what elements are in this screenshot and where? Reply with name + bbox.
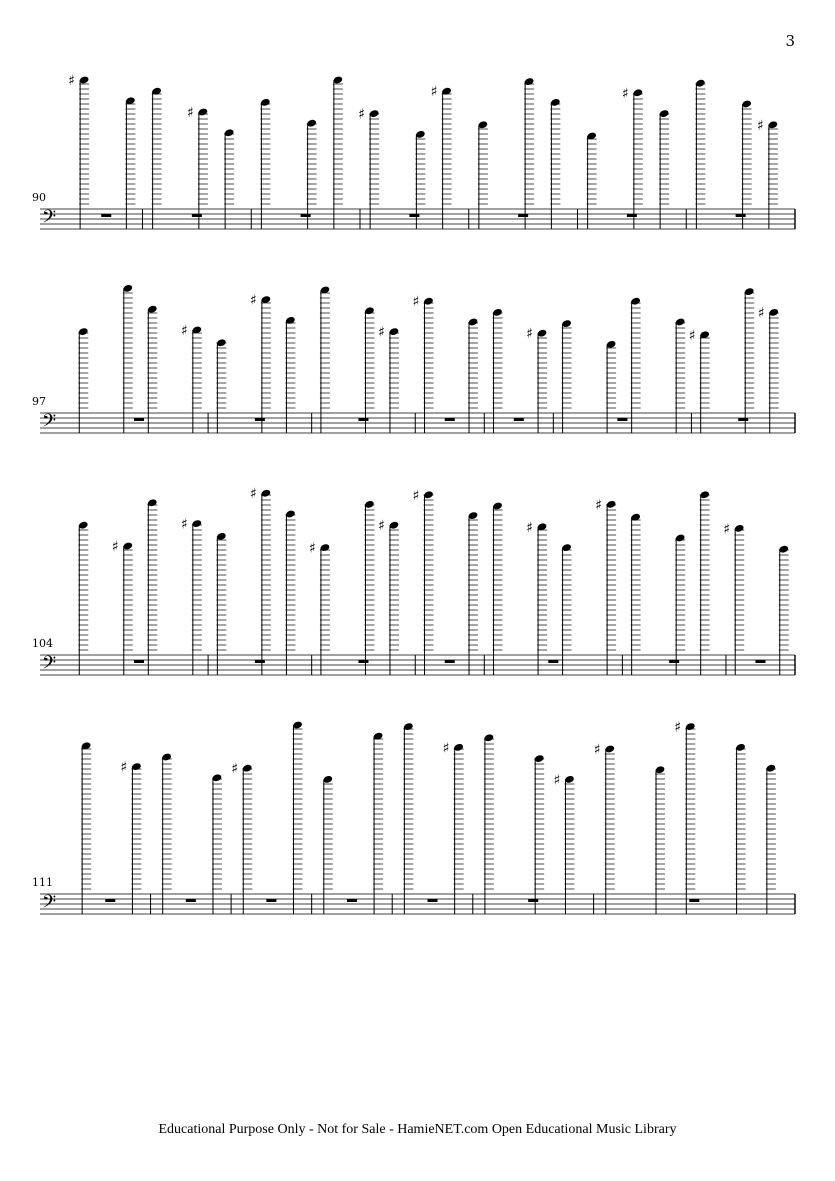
- sharp-icon: ♯: [430, 84, 438, 101]
- measure-number: 111: [32, 876, 53, 889]
- sharp-icon: ♯: [180, 323, 188, 339]
- sharp-icon: ♯: [412, 294, 420, 311]
- rest-icon: [617, 418, 627, 421]
- staff-svg: [0, 470, 835, 695]
- rest-icon: [738, 418, 748, 421]
- rest-icon: [186, 899, 196, 902]
- sharp-icon: ♯: [593, 742, 601, 758]
- rest-icon: [689, 899, 699, 902]
- staff-system: [0, 60, 835, 250]
- sharp-icon: ♯: [757, 305, 765, 322]
- staff-svg: [0, 705, 835, 930]
- rest-icon: [301, 214, 311, 217]
- sharp-icon: ♯: [68, 73, 75, 89]
- page-number: 3: [785, 32, 795, 50]
- staff-system: [0, 262, 835, 457]
- bass-clef-icon: 𝄢: [42, 207, 57, 232]
- sharp-icon: ♯: [377, 324, 385, 341]
- sharp-icon: ♯: [249, 292, 257, 309]
- rest-icon: [255, 418, 265, 421]
- sharp-icon: ♯: [412, 487, 420, 504]
- bass-clef-icon: 𝄢: [42, 653, 57, 678]
- sharp-icon: ♯: [553, 772, 561, 789]
- sharp-icon: ♯: [442, 740, 450, 757]
- staff-system: [0, 470, 835, 695]
- sharp-icon: ♯: [231, 761, 239, 778]
- sharp-icon: ♯: [526, 326, 533, 343]
- sharp-icon: ♯: [756, 117, 764, 134]
- rest-icon: [105, 899, 115, 902]
- sharp-icon: ♯: [674, 719, 682, 736]
- sharp-icon: ♯: [111, 539, 119, 555]
- sharp-icon: ♯: [621, 85, 629, 102]
- sharp-icon: ♯: [595, 497, 602, 514]
- sharp-icon: ♯: [186, 105, 194, 121]
- bass-clef-icon: 𝄢: [42, 892, 57, 917]
- rest-icon: [358, 660, 368, 663]
- staff-system: [0, 705, 835, 930]
- rest-icon: [428, 899, 438, 902]
- rest-icon: [101, 214, 111, 217]
- rest-icon: [255, 660, 265, 663]
- rest-icon: [627, 214, 637, 217]
- measure-number: 90: [32, 191, 46, 204]
- sharp-icon: ♯: [688, 327, 696, 344]
- rest-icon: [445, 660, 455, 663]
- rest-icon: [347, 899, 357, 902]
- sharp-icon: ♯: [249, 486, 257, 503]
- sharp-icon: ♯: [358, 106, 365, 123]
- sharp-icon: ♯: [377, 518, 385, 535]
- staff-svg: [0, 262, 835, 457]
- sharp-icon: ♯: [120, 759, 128, 776]
- rest-icon: [134, 418, 144, 421]
- rest-icon: [266, 899, 276, 902]
- rest-icon: [518, 214, 528, 217]
- staff-svg: [0, 60, 835, 250]
- sharp-icon: ♯: [526, 519, 533, 536]
- rest-icon: [669, 660, 679, 663]
- rest-icon: [736, 214, 746, 217]
- rest-icon: [755, 660, 765, 663]
- rest-icon: [514, 418, 524, 421]
- rest-icon: [134, 660, 144, 663]
- rest-icon: [358, 418, 368, 421]
- rest-icon: [528, 899, 538, 902]
- measure-number: 97: [32, 395, 46, 408]
- rest-icon: [409, 214, 419, 217]
- rest-icon: [192, 214, 202, 217]
- footer-notice: Educational Purpose Only - Not for Sale - HamieNET.com Open Educational Music Library: [158, 1122, 677, 1137]
- rest-icon: [548, 660, 558, 663]
- sharp-icon: ♯: [308, 540, 316, 557]
- sharp-icon: ♯: [723, 521, 730, 538]
- sharp-icon: ♯: [180, 516, 188, 533]
- measure-number: 104: [32, 637, 53, 650]
- bass-clef-icon: 𝄢: [42, 411, 57, 436]
- rest-icon: [445, 418, 455, 421]
